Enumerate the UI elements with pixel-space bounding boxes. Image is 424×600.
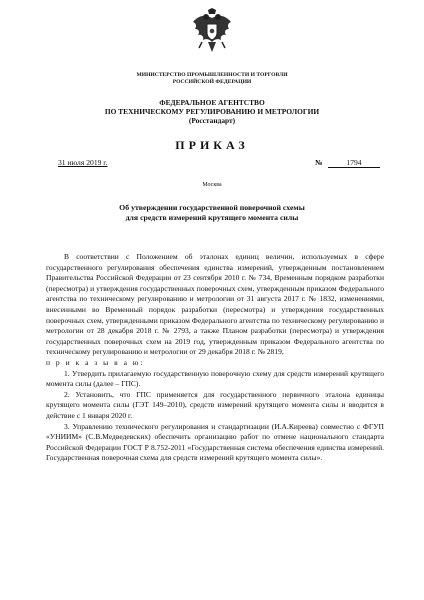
paragraph-1-text: В соответствии с Положением об эталонах единиц величин, используемых в сфере государственного регулирования обеспечения единства измерений, утвержденным постановлением Правительства Российской Федерации от 23 сентября 2010 г. № 734, Временным порядком разработки (пересмотра) и утверждения государственных поверочных схем, утвержденным приказом Федерального агентства по техническому регулированию и метрологии от 31 августа 2017 г. № 1832, изменениями, внесенными во Временный порядок разработки (пересмотра) и утверждения государственных поверочных схем, утвержденными приказом Федерального агентства по техническому регулированию и метрологии от 28 декабря 2018 г. № 2793, а также Планом разработки (пересмотра) и утверждения государственных поверочных схем на 2019 год, утвержденным приказом Федерального агентства по техническому регулированию и метрологии от 29 декабря 2018 г. № 2819, [46, 252, 384, 357]
coat-of-arms-icon [190, 8, 234, 56]
order-date: 31 июля 2019 г. [58, 158, 108, 167]
ministry-line-2: РОССИЙСКОЙ ФЕДЕРАЦИИ [172, 79, 252, 85]
agency-line-1: ФЕДЕРАЛЬНОЕ АГЕНТСТВО [159, 98, 265, 107]
document-title-line-2: для средств измерений крутящего момента силы [125, 213, 299, 222]
agency-line-3: (Росстандарт) [188, 116, 236, 125]
agency-line-2: ПО ТЕХНИЧЕСКОМУ РЕГУЛИРОВАНИЮ И МЕТРОЛОГИИ [104, 107, 320, 116]
paragraph-4: 3. Управлению технического регулирования и стандартизации (И.А.Киреева) совместно с ФГУП «УНИИМ» (С.В.Медведевских) обеспечить организацию работ по отмене национального стандарта Российской Федерации ГОСТ Р 8.752-2011 «Государственная система обеспечения единства измерений. Государственная поверочная схема для средств измерений крутящего момента силы». [46, 421, 384, 463]
order-title: ПРИКАЗ [175, 138, 249, 152]
paragraph-1 [46, 252, 384, 369]
order-number: 1794 [328, 158, 380, 168]
paragraph-3: 2. Установить, что ГПС применяется для государственного первичного эталона единицы крутящего момента силы (ГЭТ 149–2010), средств измерений крутящего момента силы и вводится в действие с 1 января 2020 г. [46, 389, 384, 420]
document-title [0, 203, 424, 223]
agency-name [0, 98, 424, 125]
city: Москва [202, 182, 222, 188]
paragraph-2: 1. Утвердить прилагаемую государственную поверочную схему для средств измерений крутящего момента силы (далее – ГПС). [46, 368, 384, 389]
order-directive: п р и к а з ы в а ю: [46, 357, 145, 367]
document-body [46, 252, 384, 464]
number-sign: № [315, 158, 323, 167]
ministry-name [0, 72, 424, 86]
ministry-line-1: МИНИСТЕРСТВО ПРОМЫШЛЕННОСТИ И ТОРГОВЛИ [136, 72, 288, 78]
document-title-line-1: Об утверждении государственной поверочной схемы [119, 203, 305, 212]
